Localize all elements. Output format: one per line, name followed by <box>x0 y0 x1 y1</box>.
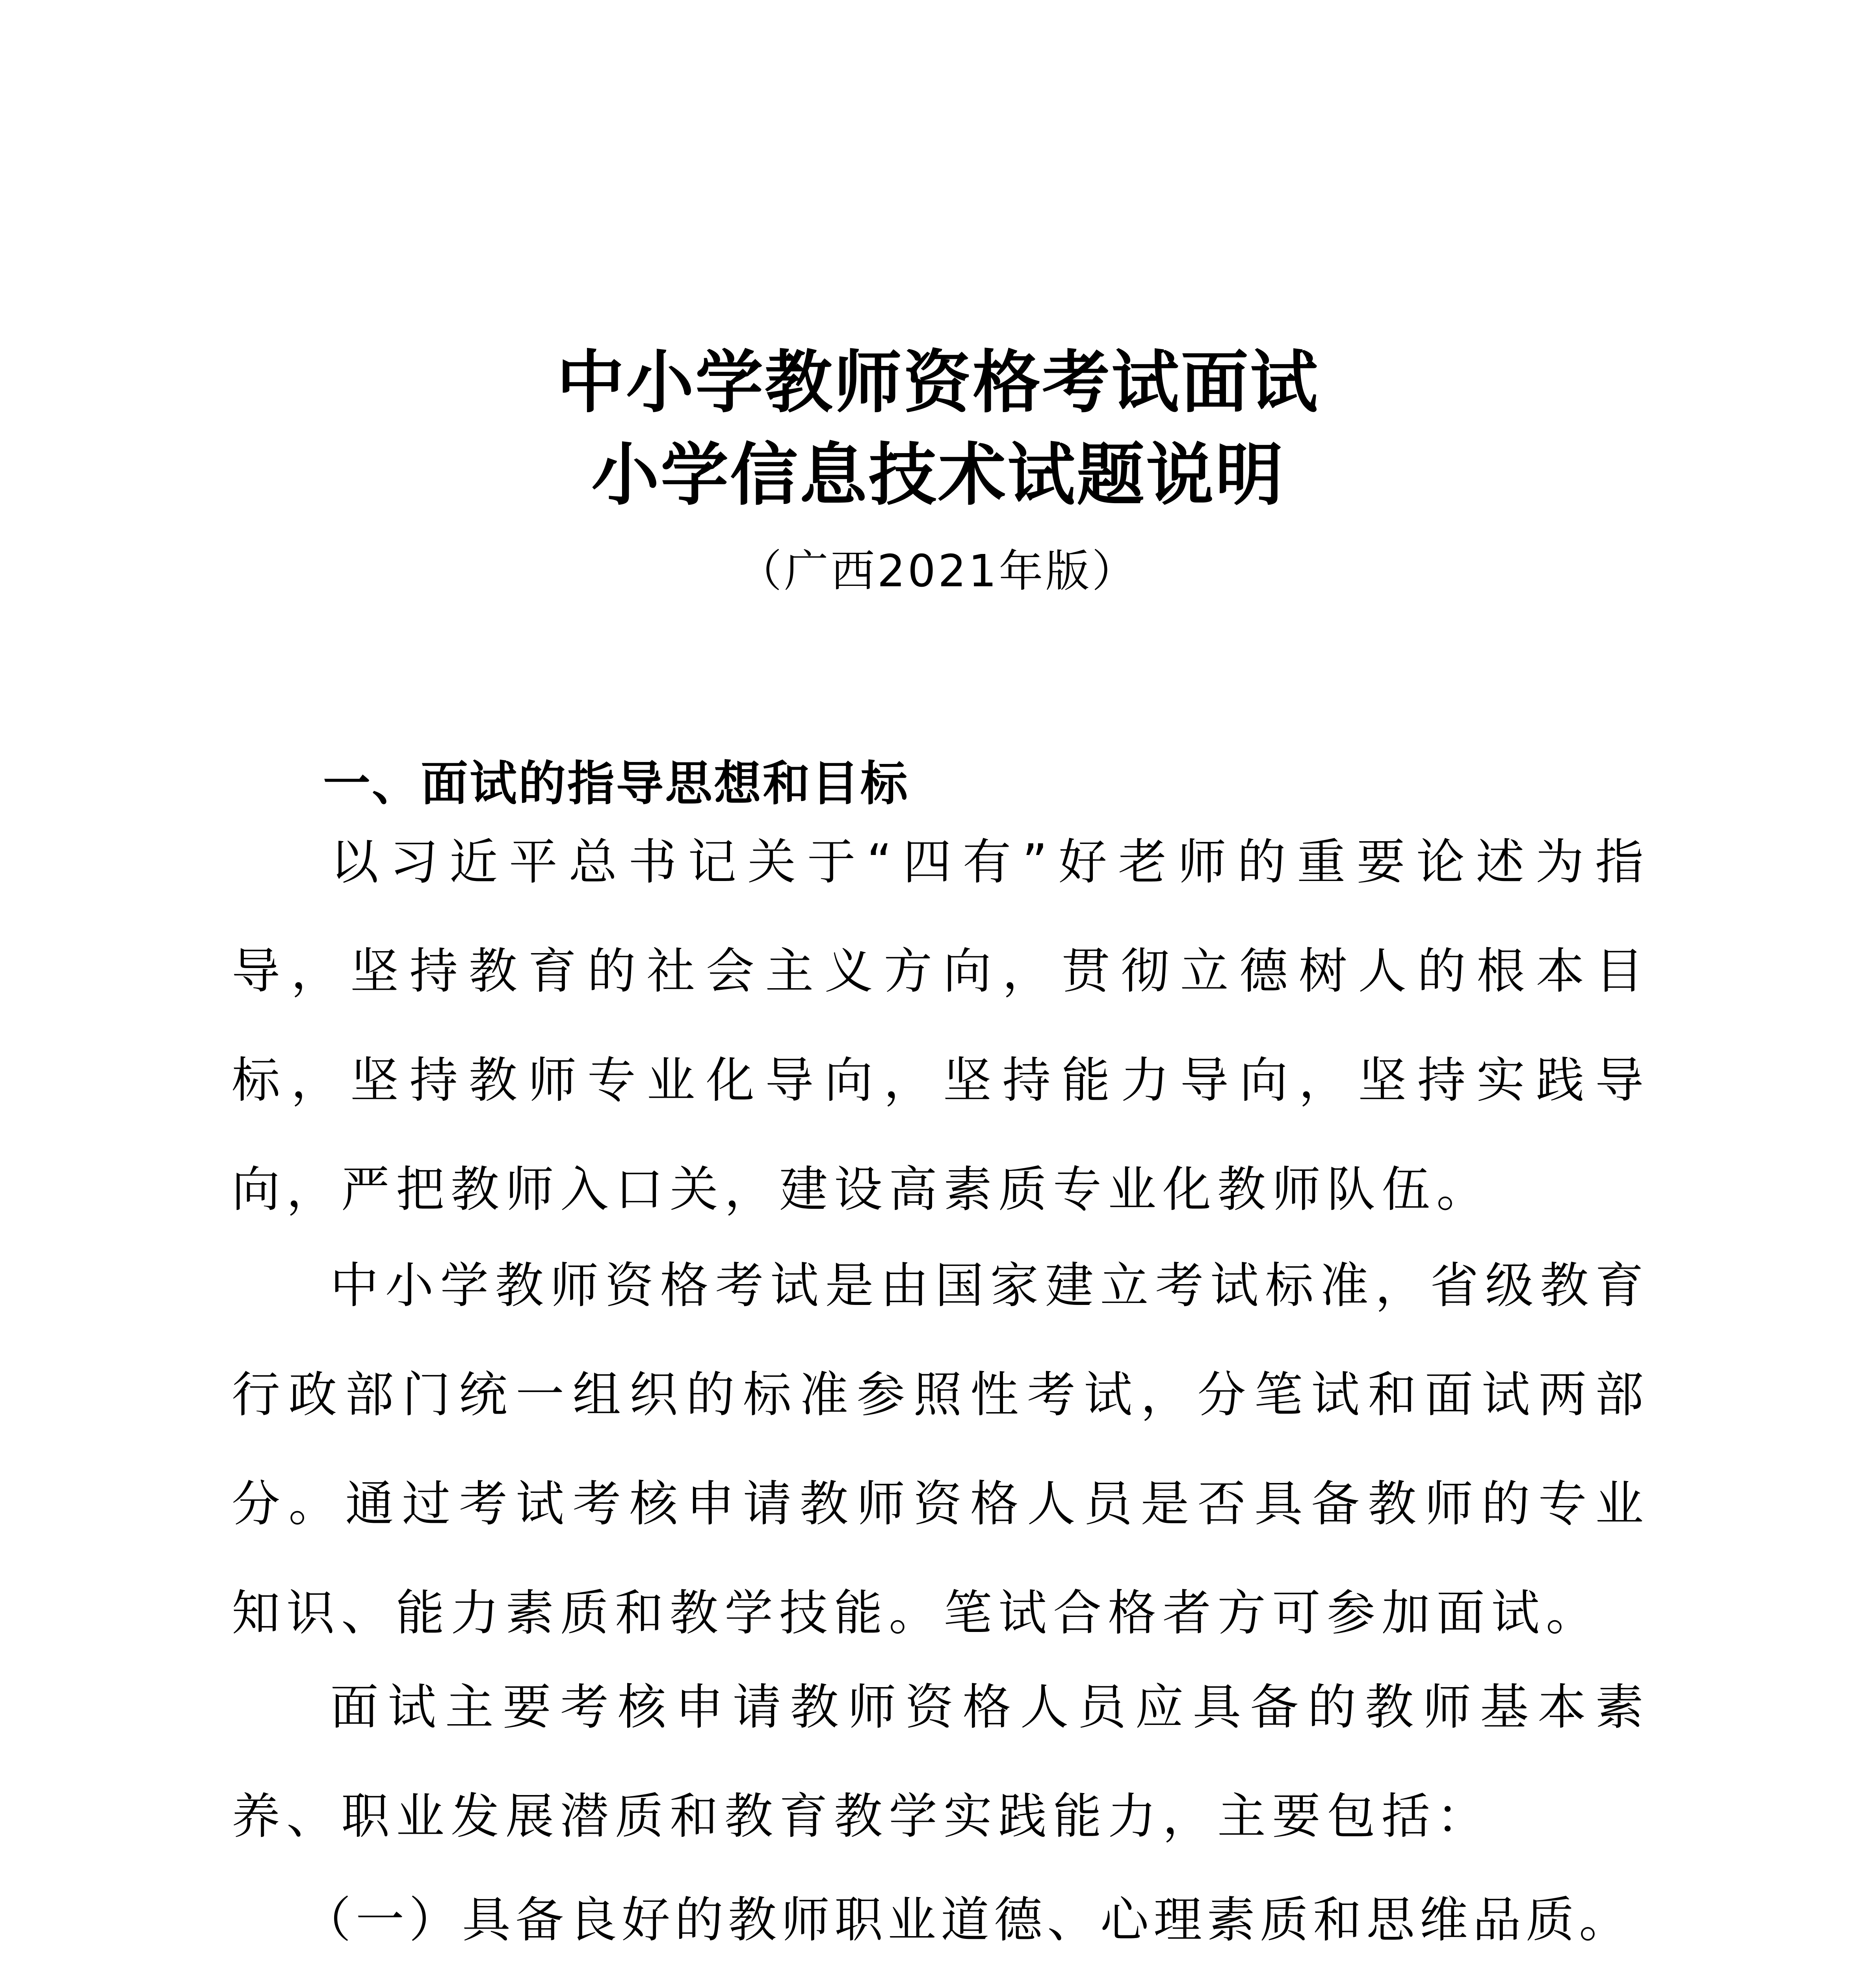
edition-label: （广西2021年版） <box>737 546 1139 597</box>
section-heading-1: 一、面试的指导思想和目标 <box>323 756 909 811</box>
document-title-line2: 小学信息技术试题说明 <box>591 435 1285 515</box>
paragraph-guiding-thought: 以习近平总书记关于“四有”好老师的重要论述为指导，坚持教育的社会主义方向，贯彻立德树人的根本目标，坚持教师专业化导向，坚持能力导向，坚持实践导向，严把教师入口关，建设高素质专业化教师队伍。 <box>232 834 1650 1218</box>
document-title-line1: 中小学教师资格考试面试 <box>557 342 1319 422</box>
paragraph-exam-overview: 中小学教师资格考试是由国家建立考试标准，省级教育行政部门统一组织的标准参照性考试，分笔试和面试两部分。通过考试考核申请教师资格人员是否具备教师的专业知识、能力素质和教学技能。笔试合格者方可参加面试。 <box>232 1258 1650 1641</box>
paragraph-interview-focus: 面试主要考核申请教师资格人员应具备的教师基本素养、职业发展潜质和教育教学实践能力，主要包括： <box>232 1679 1650 1845</box>
list-item: （一）具备良好的教师职业道德、心理素质和思维品质。 <box>303 1892 1632 1948</box>
